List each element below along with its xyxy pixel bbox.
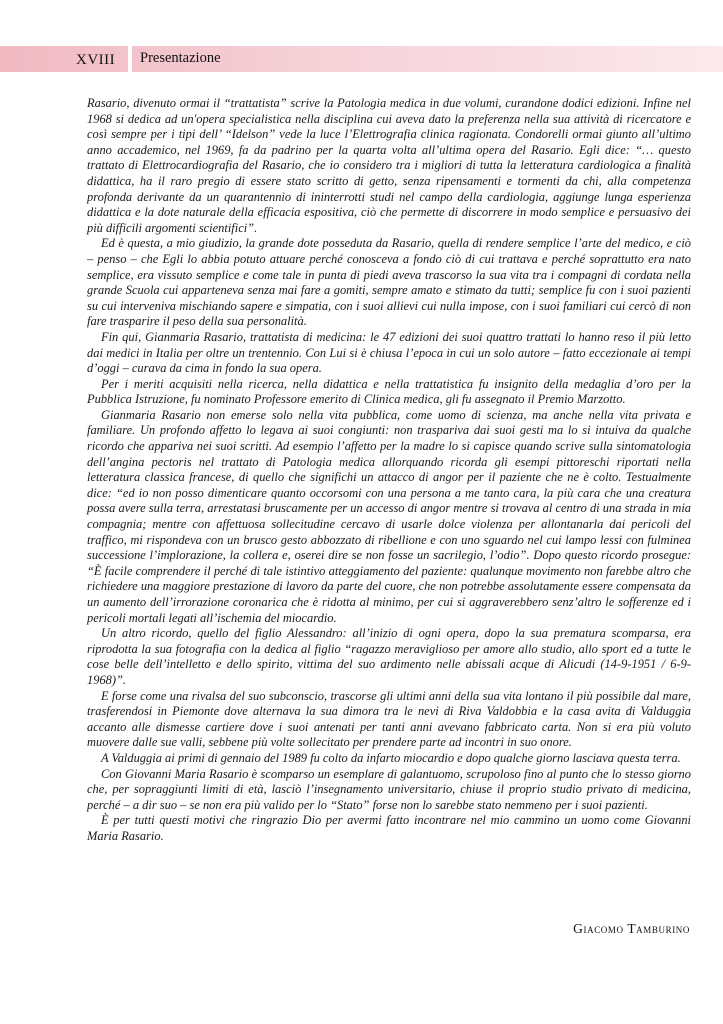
paragraph: A Valduggia ai primi di gennaio del 1989 fu colto da infarto miocardio e dopo qualche giorno lasciava questa terra.: [101, 750, 681, 765]
paragraph: E forse come una rivalsa del suo subconscio, trascorse gli ultimi anni della sua vita lontano il più possibile dal mare, trasferendosi in Piemonte dove alternava la sua dimora tra le nevi di Riva Valdobbia e la casa avita di Valduggia accanto alle dismesse cartiere dove i suoi antenati per tanti anni avevano fabbricato carta. Non si era più voluto muovere dalle sue valli, sebbene più volte sollecitato per prendere parte ad incontri in suo onore.: [87, 688, 691, 750]
author-signature: Giacomo Tamburino: [573, 921, 690, 936]
paragraph: Gianmaria Rasario non emerse solo nella vita pubblica, come uomo di scienza, ma anche nella vita privata e familiare. Un profondo affetto lo legava ai suoi congiunti: non traspariva dai suoi gesti ma lo si intuiva da qualche ricordo che appariva nei suoi scritti. Ad esempio l’affetto per la madre lo si capisce quando scrive sulla sintomatologia dell’angina pectoris nel trattato di Patologia medica allorquando ricorda gli esempi pittoreschi riportati nella letteratura classica francese, di quello che significhi un attacco di angor per il paziente che ne è colto. Testualmente dice: “ed io non posso dimenticare quanto occorsomi con una persona a me tanto cara, la più cara che una creatura possa avere sulla terra, arrestatasi bruscamente per un accesso di angor mentre si trovava al centro di una strada in mia compagnia; mentre con affettuosa sollecitudine cercavo di usarle dolce violenza per allontanarla dai pericoli del traffico, mi rispondeva con un brusco gesto abbozzato di ribellione e con uno sguardo nel cui lampo lessi con fulminea successione l’implorazione, la collera e, oserei dire se non fosse un sacrilegio, l’odio”. Dopo questo ricordo prosegue: “È facile comprendere il perché di tale istintivo atteggiamento del paziente: qualunque movimento non farebbe altro che richiedere una maggiore prestazione di lavoro da parte del cuore, che non potrebbe assolutamente essere compensata da un aumento dell’irrorazione coronarica che è ridotta al minimo, per cui si aggraverebbero senz’altro le sofferenze ed i pericoli mortali legati all’ischemia del miocardio.: [87, 407, 691, 625]
paragraph: Fin qui, Gianmaria Rasario, trattatista di medicina: le 47 edizioni dei suoi quattro trattati lo hanno reso il più letto dai medici in Italia per oltre un trentennio. Con Lui si è chiusa l’epoca in cui un solo autore – fatto eccezionale ai tempi d’oggi – curava da cima in fondo la sua opera.: [87, 329, 691, 376]
paragraph: Rasario, divenuto ormai il “trattatista” scrive la Patologia medica in due volumi, curandone dodici edizioni. Infine nel 1968 si dedica ad un'opera specialistica nella disciplina cui aveva dato la preferenza nella sua attività di ricercatore e così sempre per i tipi dell’ “Idelson” vede la luce l’Elettrografia clinica ragionata. Condorelli ormai giunto all’ultimo anno accademico, nel 1969, fa da padrino per la quarta volta all’ultima opera del Rasario. Egli dice: “… questo trattato di Elettrocardiografia del Rasario, che io considero tra i migliori di tutta la letteratura cardiologica a finalità didattica, ha il raro pregio di essere stato scritto di getto, senza ripensamenti e tormenti da chi, alla competenza profonda derivante da un quarantennio di ininterrotti studi nel campo della cardiologia, aggiunge lunga esperienza didattica e la dote naturale della efficacia espositiva, ciò che permette di discorrere in modo semplice e persuasivo dei più difficili argomenti scientifici”.: [87, 96, 691, 235]
paragraph: È per tutti questi motivi che ringrazio Dio per avermi fatto incontrare nel mio cammino un uomo come Giovanni Maria Rasario.: [87, 813, 691, 843]
section-title: Presentazione: [140, 50, 221, 66]
paragraph: Un altro ricordo, quello del figlio Alessandro: all’inizio di ogni opera, dopo la sua prematura scomparsa, era riprodotta la sua fotografia con la dedica al figlio “ragazzo meraviglioso per amore allo studio, allo sport ed a tutte le cose belle dell’intelletto e dello spirito, vittima del suo ardimento nelle abissali acque di Alicudi (14-9-1951 / 6-9-1968)”.: [87, 626, 691, 687]
paragraph: Per i meriti acquisiti nella ricerca, nella didattica e nella trattatistica fu insignito della medaglia d’oro per la Pubblica Istruzione, fu nominato Professore emerito di Clinica medica, gli fu assegnato il Premio Marzotto.: [87, 376, 691, 407]
paragraph: Ed è questa, a mio giudizio, la grande dote posseduta da Rasario, quella di rendere semplice l’arte del medico, e ciò – penso – che Egli lo abbia potuto attuare perché conosceva a fondo ciò di cui trattava e perché soprattutto era nato semplice, era vissuto semplice e come tale in punta di piedi aveva trascorso la sua vita tra i compagni di cordata nella grande Scuola cui apparteneva senza mai fare a gomiti, sempre amato e stimato da tutti; semplice fu con i suoi pazienti su cui interveniva mischiando sapere e simpatia, con i suoi allievi cui nulla impose, con i suoi familiari cui cercò di non fare trasparire il peso della sua personalità.: [87, 236, 691, 329]
body-text: [87, 96, 691, 845]
header-divider: [128, 46, 132, 72]
paragraph: Con Giovanni Maria Rasario è scomparso un esemplare di galantuomo, scrupoloso fino al punto che lo stesso giorno che, per sopraggiunti limiti di età, lasciò l’insegnamento universitario, chiuse il proprio studio privato di medicina, perché – a dir suo – se non era più valido per lo “Stato” forse non lo sarebbe stato nemmeno per i suoi pazienti.: [87, 766, 691, 812]
page-number: XVIII: [76, 52, 116, 68]
